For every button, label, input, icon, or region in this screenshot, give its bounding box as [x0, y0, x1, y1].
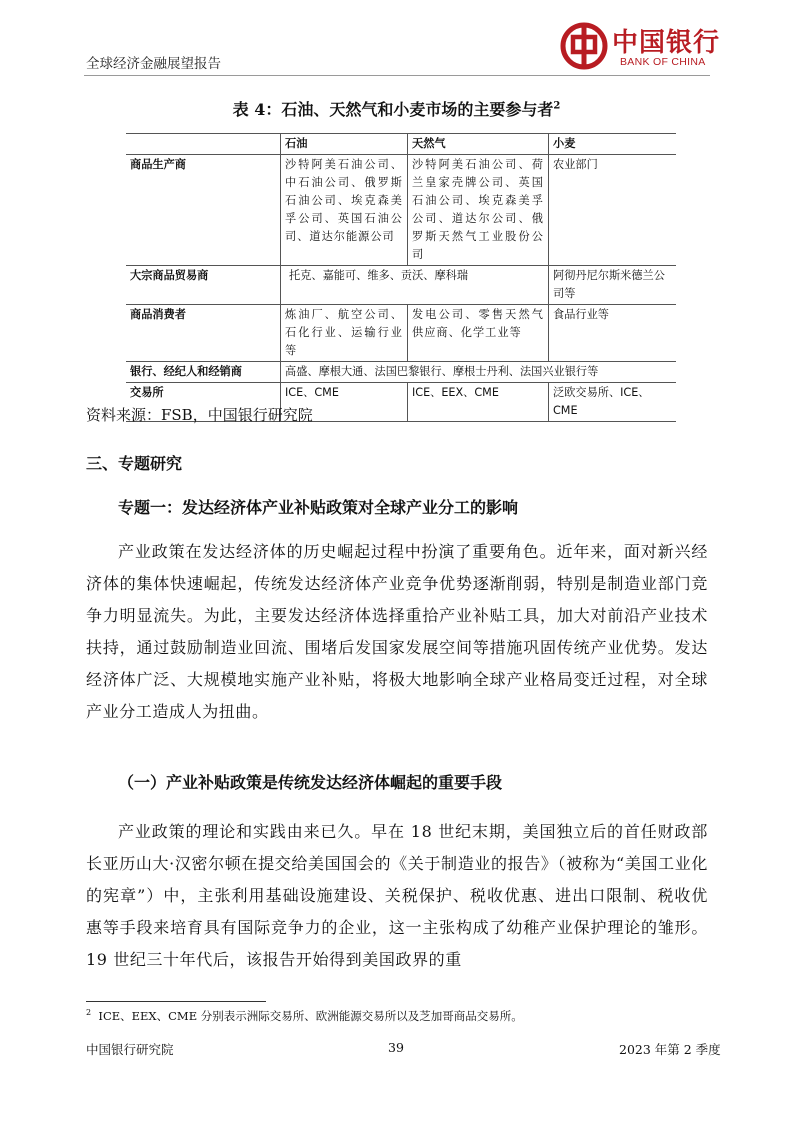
table-header-row	[126, 134, 676, 155]
table-source: 资料来源：FSB，中国银行研究院	[86, 406, 313, 424]
row-label: 银行、经纪人和经销商	[126, 362, 281, 383]
footer-publisher: 中国银行研究院	[86, 1042, 174, 1057]
table-row	[126, 266, 676, 305]
row-label: 商品生产商	[126, 155, 281, 266]
footer-period: 2023 年第 2 季度	[619, 1042, 721, 1057]
row-label: 交易所	[126, 383, 281, 422]
table-header-oil: 石油	[281, 134, 408, 155]
footnote-number: 2	[86, 1008, 92, 1018]
cell-oil: 炼油厂、航空公司、石化行业、运输行业等	[281, 305, 408, 362]
section-heading: 三、专题研究	[86, 454, 183, 473]
subsection-heading: （一）产业补贴政策是传统发达经济体崛起的重要手段	[118, 773, 503, 792]
cell-oil: 沙特阿美石油公司、中石油公司、俄罗斯石油公司、埃克森美孚公司、英国石油公司、道达尔能源公司	[281, 155, 408, 266]
cell-oil-gas: 托克、嘉能可、维多、贡沃、摩科瑞	[281, 266, 549, 305]
boc-emblem-icon	[560, 22, 608, 70]
cell-gas: 沙特阿美石油公司、荷兰皇家壳牌公司、英国石油公司、埃克森美孚公司、道达尔公司、俄罗斯天然气工业股份公司	[408, 155, 549, 266]
cell-wheat: 食品行业等	[553, 308, 609, 321]
cell-oil: ICE、CME	[281, 383, 408, 422]
bank-logo	[560, 20, 721, 74]
table-row	[126, 362, 676, 383]
cell-wheat: 阿彻丹尼尔斯米德兰公司等	[553, 269, 665, 300]
cell-all: 高盛、摩根大通、法国巴黎银行、摩根士丹利、法国兴业银行等	[285, 365, 599, 378]
footnote	[86, 1008, 523, 1024]
market-participants-table	[126, 133, 676, 422]
row-label: 商品消费者	[126, 305, 281, 362]
page-number: 39	[388, 1040, 404, 1055]
row-label: 大宗商品贸易商	[126, 266, 281, 305]
logo-english: BANK OF CHINA	[620, 56, 706, 68]
footnote-divider	[86, 1001, 266, 1002]
cell-gas: ICE、EEX、CME	[408, 383, 549, 422]
cell-wheat: 农业部门	[553, 158, 598, 171]
topic-heading: 专题一：发达经济体产业补贴政策对全球产业分工的影响	[118, 498, 519, 517]
table-row	[126, 305, 676, 362]
header-divider	[84, 75, 710, 76]
table-header-blank	[126, 134, 281, 155]
cell-wheat: 泛欧交易所、ICE、CME	[553, 386, 650, 417]
table-header-wheat: 小麦	[553, 137, 576, 150]
footnote-text: ICE、EEX、CME 分别表示洲际交易所、欧洲能源交易所以及芝加哥商品交易所。	[98, 1009, 523, 1023]
body-paragraph: 产业政策在发达经济体的历史崛起过程中扮演了重要角色。近年来，面对新兴经济体的集体快速崛起，传统发达经济体产业竞争优势逐渐削弱，特别是制造业部门竞争力明显流失。为此，主要发达经济体选择重拾产业补贴工具，加大对前沿产业技术扶持，通过鼓励制造业回流、围堵后发国家发展空间等措施巩固传统产业优势。发达经济体广泛、大规模地实施产业补贴，将极大地影响全球产业格局变迁过程，对全球产业分工造成人为扭曲。	[86, 542, 708, 721]
table-row	[126, 155, 676, 266]
body-paragraph: 产业政策的理论和实践由来已久。早在 18 世纪末期，美国独立后的首任财政部长亚历山大·汉密尔顿在提交给美国国会的《关于制造业的报告》（被称为“美国工业化的宪章”）中，主张利用基础设施建设、关税保护、税收优惠、进出口限制、税收优惠等手段来培育具有国际竞争力的企业，这一主张构成了幼稚产业保护理论的雏形。19 世纪三十年代后，该报告开始得到美国政界的重	[86, 822, 708, 969]
table-title: 表 4：石油、天然气和小麦市场的主要参与者$^2$	[232, 100, 561, 119]
header-title: 全球经济金融展望报告	[86, 56, 221, 72]
logo-chinese: 中国银行	[612, 28, 721, 58]
table-header-gas: 天然气	[408, 134, 549, 155]
cell-gas: 发电公司、零售天然气供应商、化学工业等	[408, 305, 549, 362]
